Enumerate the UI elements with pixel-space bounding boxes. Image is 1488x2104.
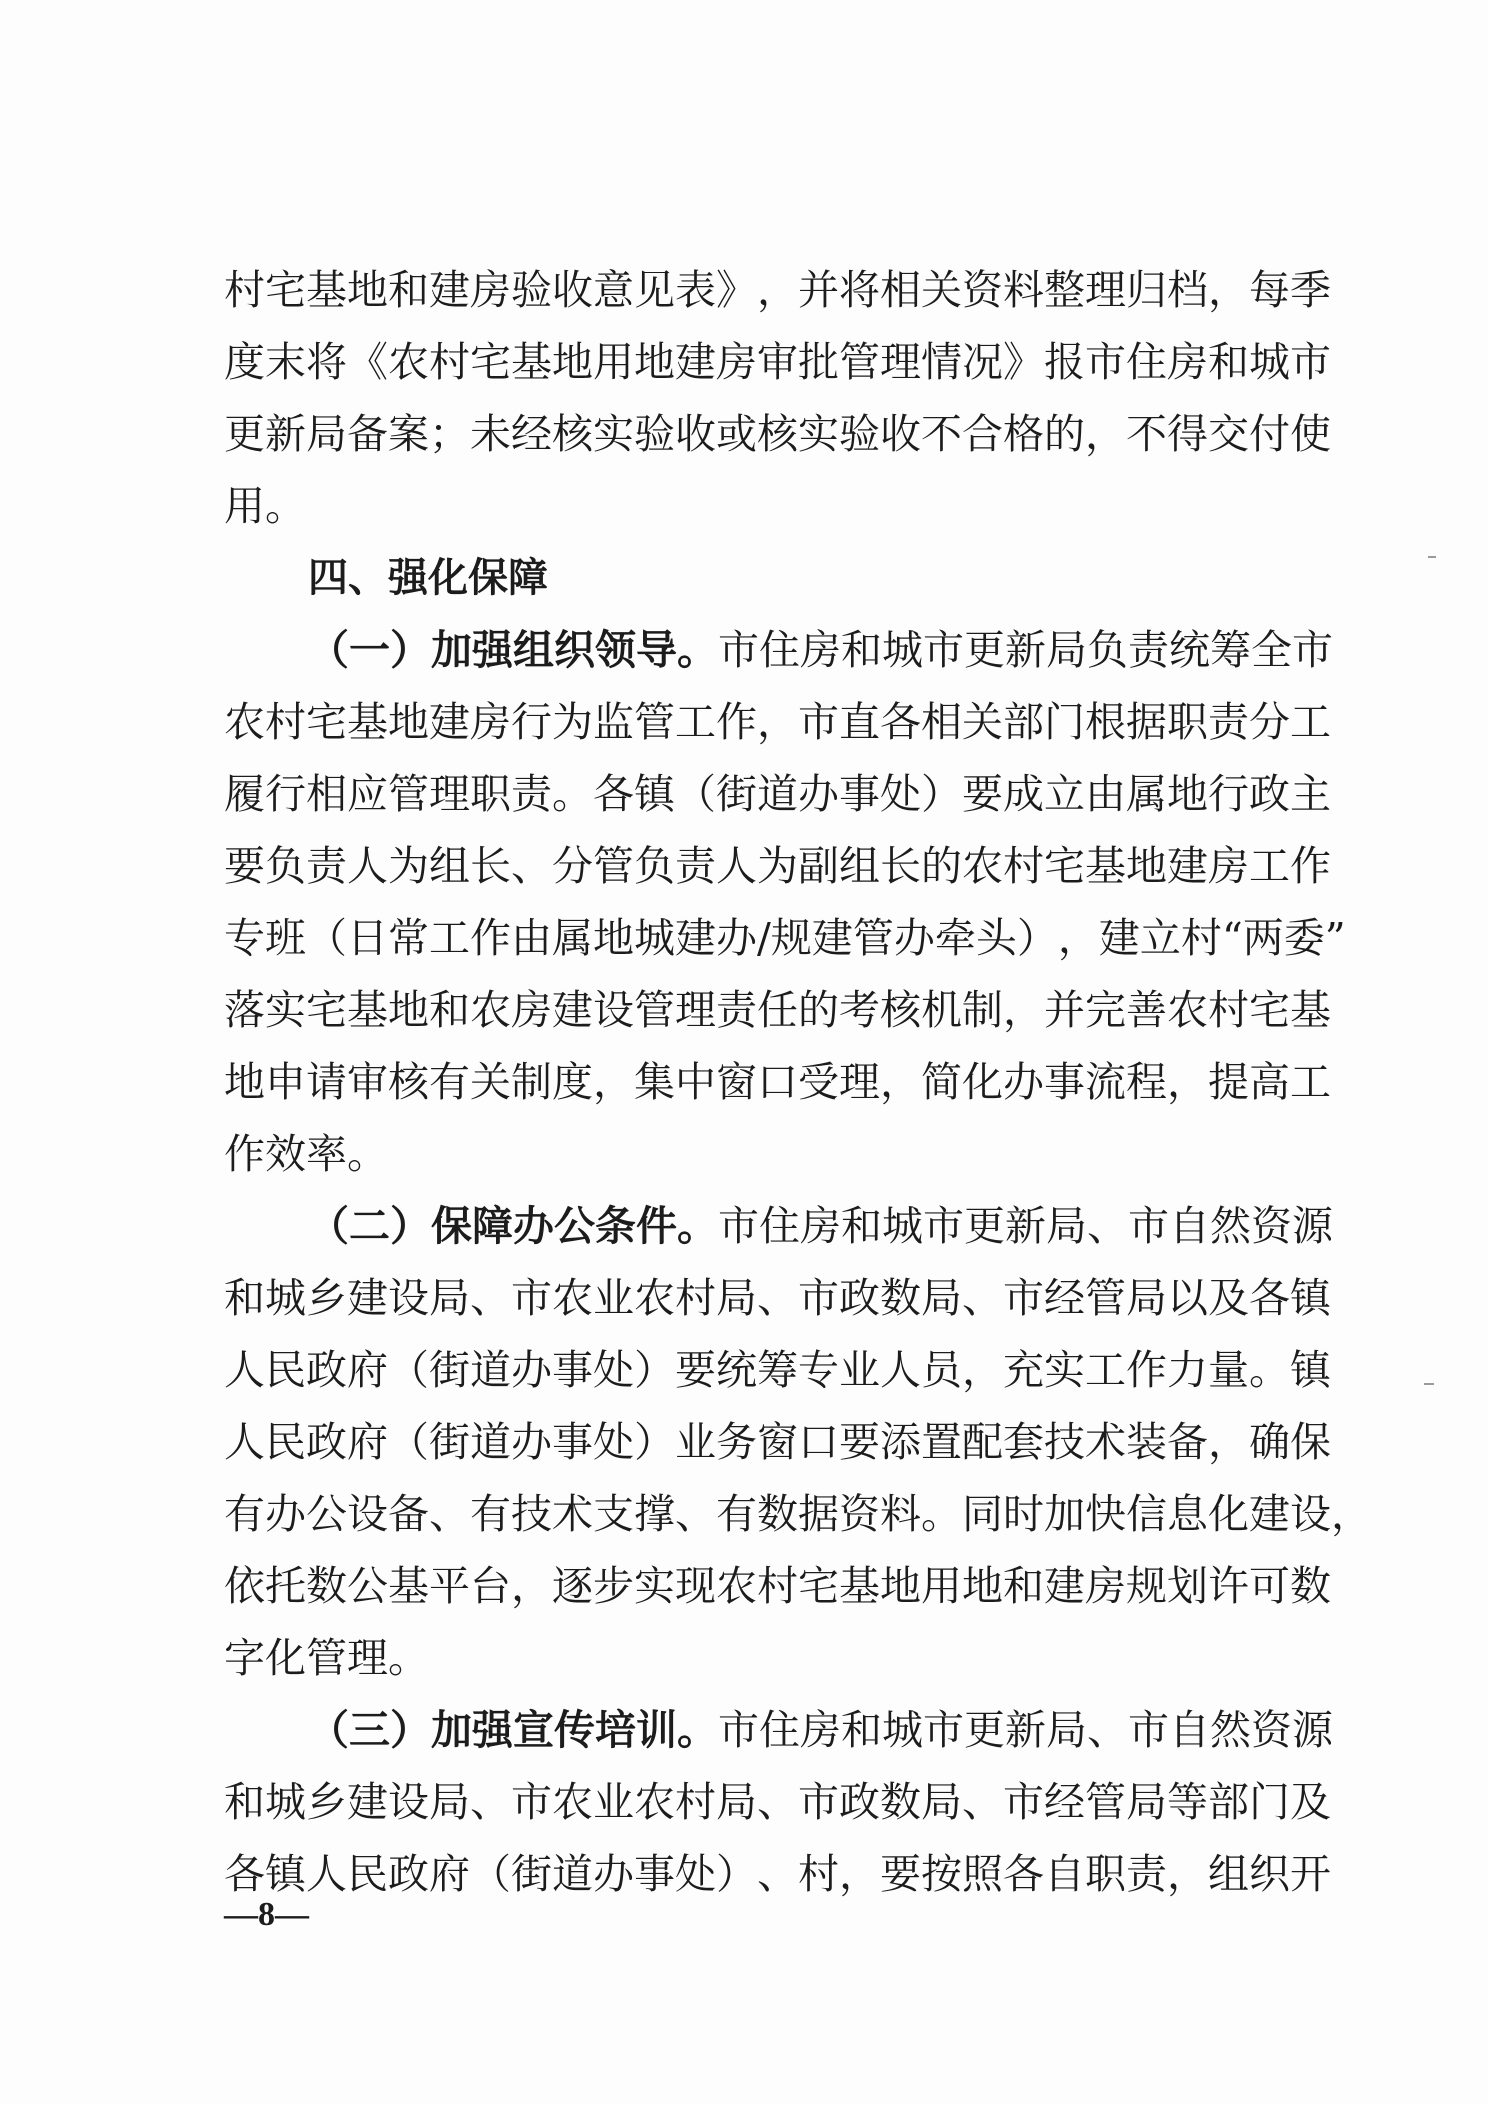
paragraph-line: 各 镇 人 民 政 府 （ 街 道 办 事 处 ） 、 村 ， 要 按 照 各 自 职 责 ， 组 织 开 [224, 1850, 1331, 1898]
paragraph-line: 履 行 相 应 管 理 职 责 。 各 镇 （ 街 道 办 事 处 ） 要 成 立 由 属 地 行 政 主 [224, 770, 1331, 818]
paragraph-line: 人 民 政 府 （ 街 道 办 事 处 ） 要 统 筹 专 业 人 员 ， 充 实 工 作 力 量 。 镇 [224, 1346, 1331, 1394]
paragraph-line: 和 城 乡 建 设 局 、 市 农 业 农 村 局 、 市 政 数 局 、 市 经 管 局 等 部 门 及 [224, 1778, 1331, 1826]
paragraph-line: 专 班 （ 日 常 工 作 由 属 地 城 建 办 / 规 建 管 办 牵 头 ） ， 建 立 村 “ 两 委 ” [224, 914, 1346, 962]
paragraph-line: 字 化 管 理 。 [224, 1634, 429, 1682]
paragraph-line: 用 。 [224, 482, 306, 530]
section-heading: 四 、 强 化 保 障 [308, 555, 548, 601]
subsection-first-line: （ 一 ） 加 强 组 织 领 导 。 市 住 房 和 城 市 更 新 局 负 责 统 筹 全 市 [308, 626, 1333, 674]
scan-mark [1428, 556, 1436, 558]
paragraph-line: 要 负 责 人 为 组 长 、 分 管 负 责 人 为 副 组 长 的 农 村 宅 基 地 建 房 工 作 [224, 842, 1331, 890]
paragraph-line: 依 托 数 公 基 平 台 ， 逐 步 实 现 农 村 宅 基 地 用 地 和 建 房 规 划 许 可 数 [224, 1562, 1331, 1610]
paragraph-line: 村 宅 基 地 和 建 房 验 收 意 见 表 》 ， 并 将 相 关 资 料 整 理 归 档 ， 每 季 [224, 266, 1331, 314]
scan-mark [1424, 1383, 1434, 1385]
paragraph-line: 度 末 将 《 农 村 宅 基 地 用 地 建 房 审 批 管 理 情 况 》 报 市 住 房 和 城 市 [224, 338, 1331, 386]
paragraph-line: 作 效 率 。 [224, 1130, 388, 1178]
paragraph-line: 更 新 局 备 案 ； 未 经 核 实 验 收 或 核 实 验 收 不 合 格 的 ， 不 得 交 付 使 [224, 410, 1331, 458]
page-number: —8— [224, 1896, 309, 1933]
paragraph-line: 人 民 政 府 （ 街 道 办 事 处 ） 业 务 窗 口 要 添 置 配 套 技 术 装 备 ， 确 保 [224, 1418, 1331, 1466]
subsection-first-line: （ 三 ） 加 强 宣 传 培 训 。 市 住 房 和 城 市 更 新 局 、 市 自 然 资 源 [308, 1706, 1333, 1754]
paragraph-line: 地 申 请 审 核 有 关 制 度 ， 集 中 窗 口 受 理 ， 简 化 办 事 流 程 ， 提 高 工 [224, 1058, 1331, 1106]
subsection-first-line: （ 二 ） 保 障 办 公 条 件 。 市 住 房 和 城 市 更 新 局 、 市 自 然 资 源 [308, 1202, 1333, 1250]
paragraph-line: 落 实 宅 基 地 和 农 房 建 设 管 理 责 任 的 考 核 机 制 ， 并 完 善 农 村 宅 基 [224, 986, 1331, 1034]
paragraph-line: 和 城 乡 建 设 局 、 市 农 业 农 村 局 、 市 政 数 局 、 市 经 管 局 以 及 各 镇 [224, 1274, 1331, 1322]
document-body [224, 254, 1372, 1910]
paragraph-line: 农 村 宅 基 地 建 房 行 为 监 管 工 作 ， 市 直 各 相 关 部 门 根 据 职 责 分 工 [224, 698, 1331, 746]
paragraph-line: 有 办 公 设 备 、 有 技 术 支 撑 、 有 数 据 资 料 。 同 时 加 快 信 息 化 建 设 ， [224, 1490, 1372, 1538]
